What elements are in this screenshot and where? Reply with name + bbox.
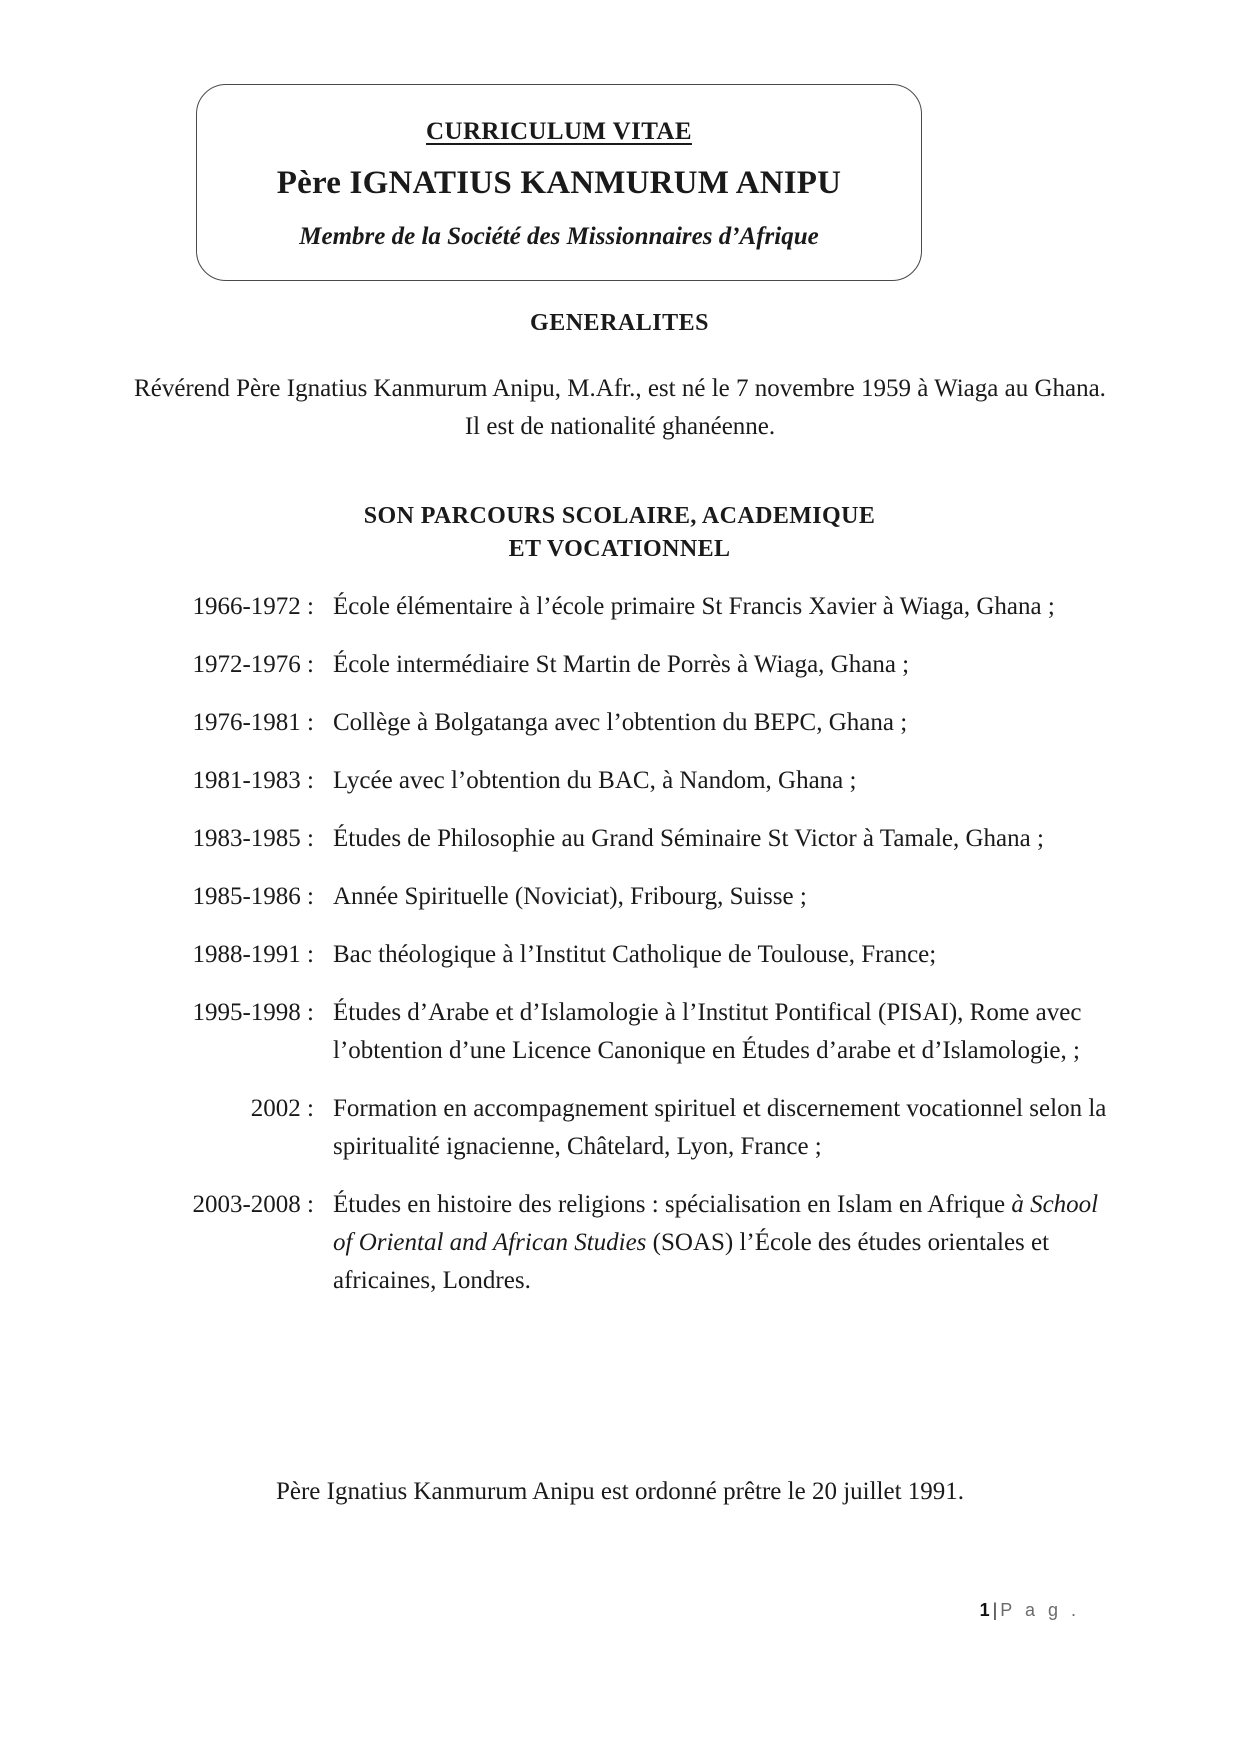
section-heading-parcours bbox=[0, 500, 1239, 566]
education-entry-description-part: (SOAS) l’École des études orientales et africaines, Londres. bbox=[333, 1229, 1050, 1294]
education-entry-description: École élémentaire à l’école primaire St Francis Xavier à Wiaga, Ghana ; bbox=[333, 593, 1055, 620]
education-entry-description: Formation en accompagnement spirituel et discernement vocationnel selon la spiritualité ignacienne, Châtelard, Lyon, France ; bbox=[333, 1095, 1107, 1160]
education-entry bbox=[128, 1090, 1118, 1166]
footer-page-word: P a g . bbox=[1000, 1600, 1080, 1620]
education-entry-description: Études d’Arabe et d’Islamologie à l’Institut Pontifical (PISAI), Rome avec l’obtention d’une Licence Canonique en Études d’arabe et d’Islamologie, ; bbox=[333, 999, 1082, 1064]
education-entry-period: 1995-1998 : bbox=[192, 999, 314, 1026]
intro-paragraph: Révérend Père Ignatius Kanmurum Anipu, M.Afr., est né le 7 novembre 1959 à Wiaga au Ghana. Il est de nationalité ghanéenne. bbox=[134, 375, 1106, 440]
education-entry bbox=[128, 1186, 1118, 1300]
education-entry-description-part: à School of Oriental and African Studies bbox=[333, 1191, 1099, 1256]
person-affiliation-subtitle: Membre de la Société des Missionnaires d’Afrique bbox=[299, 223, 819, 250]
education-entry-description: Année Spirituelle (Noviciat), Fribourg, Suisse ; bbox=[333, 883, 807, 910]
education-entry-description bbox=[333, 1186, 1118, 1300]
education-entry bbox=[128, 588, 1118, 626]
curriculum-vitae-title: CURRICULUM VITAE bbox=[426, 118, 692, 145]
footer-page-number: 1 bbox=[979, 1600, 990, 1620]
education-entry-description: Études de Philosophie au Grand Séminaire St Victor à Tamale, Ghana ; bbox=[333, 825, 1044, 852]
education-entry-description-part: Études en histoire des religions : spécialisation en Islam en Afrique bbox=[333, 1191, 1012, 1218]
education-entry-description: Bac théologique à l’Institut Catholique de Toulouse, France; bbox=[333, 941, 937, 968]
education-entry-description: Lycée avec l’obtention du BAC, à Nandom, Ghana ; bbox=[333, 767, 857, 794]
closing-paragraph: Père Ignatius Kanmurum Anipu est ordonné prêtre le 20 juillet 1991. bbox=[275, 1478, 965, 1505]
education-entries-list bbox=[128, 588, 1118, 1320]
education-entry-description: Collège à Bolgatanga avec l’obtention du BEPC, Ghana ; bbox=[333, 709, 908, 736]
section-heading-generalites: GENERALITES bbox=[530, 310, 709, 336]
education-entry-period: 1985-1986 : bbox=[192, 883, 314, 910]
section-heading-parcours-line1: SON PARCOURS SCOLAIRE, ACADEMIQUE bbox=[363, 503, 876, 529]
education-entry-description: École intermédiaire St Martin de Porrès à Wiaga, Ghana ; bbox=[333, 651, 910, 678]
education-entry bbox=[128, 704, 1118, 742]
education-entry bbox=[128, 820, 1118, 858]
education-entry-period: 2003-2008 : bbox=[192, 1191, 314, 1218]
education-entry bbox=[128, 762, 1118, 800]
page-footer bbox=[980, 1600, 1080, 1621]
education-entry-period: 1983-1985 : bbox=[192, 825, 314, 852]
education-entry-period: 1966-1972 : bbox=[192, 593, 314, 620]
header-title-box bbox=[196, 84, 922, 281]
section-heading-parcours-line2: ET VOCATIONNEL bbox=[508, 536, 731, 562]
education-entry bbox=[128, 936, 1118, 974]
education-entry-period: 1976-1981 : bbox=[192, 709, 314, 736]
education-entry-period: 1988-1991 : bbox=[192, 941, 314, 968]
footer-separator: | bbox=[992, 1600, 998, 1620]
education-entry-period: 2002 : bbox=[250, 1095, 314, 1122]
education-entry-period: 1972-1976 : bbox=[192, 651, 314, 678]
education-entry bbox=[128, 994, 1118, 1070]
person-name-title: Père IGNATIUS KANMURUM ANIPU bbox=[276, 165, 842, 201]
education-entry-period: 1981-1983 : bbox=[192, 767, 314, 794]
education-entry bbox=[128, 646, 1118, 684]
education-entry bbox=[128, 878, 1118, 916]
